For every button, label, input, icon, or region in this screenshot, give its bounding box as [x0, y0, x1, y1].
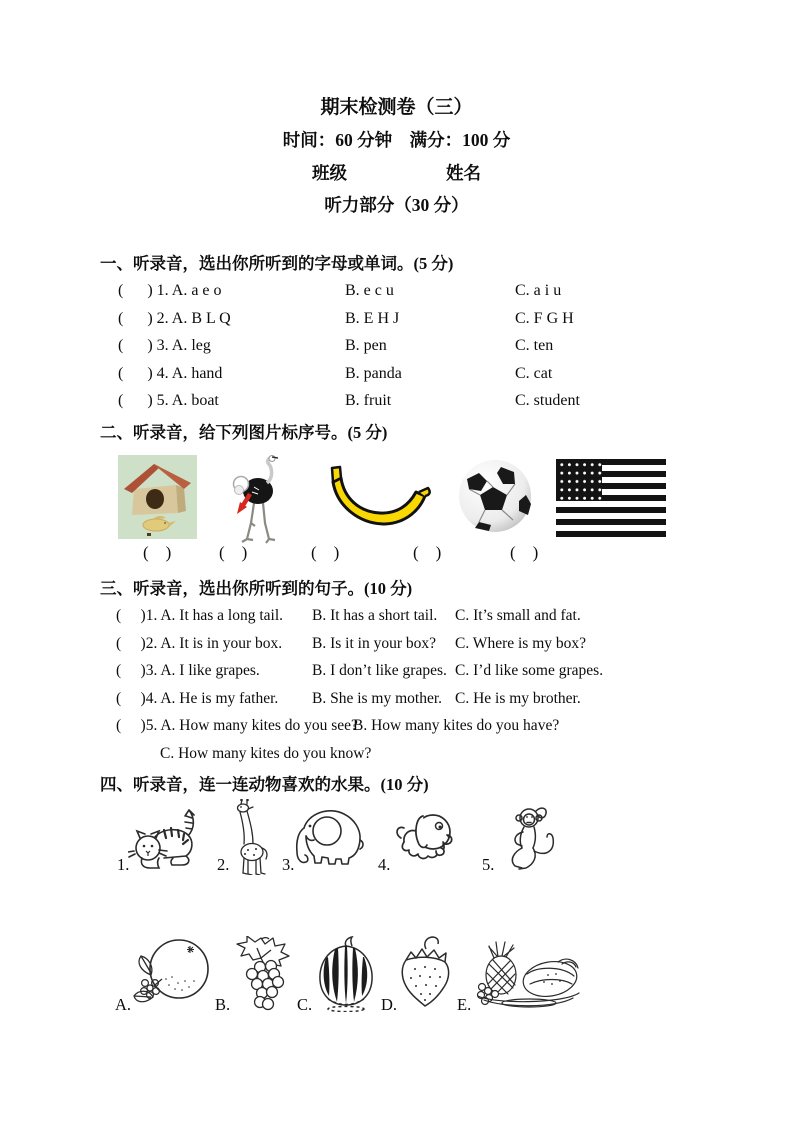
monkey-image	[496, 806, 558, 874]
answer-slot: ( )	[311, 543, 340, 562]
question-row	[118, 332, 718, 360]
option-b: B. I don’t like grapes.	[312, 662, 447, 679]
fruit-plate-image	[472, 938, 584, 1010]
tiger-image	[128, 806, 206, 874]
option-b: B. panda	[345, 364, 402, 382]
number-label: 4.	[378, 855, 391, 874]
section3-rows	[116, 602, 736, 767]
letter-label: C.	[297, 995, 313, 1014]
exam-title: 期末检测卷（三）	[320, 97, 473, 118]
option-a: ( ) 5. A. boat	[118, 392, 219, 409]
american-flag-image	[556, 459, 666, 537]
banana-image	[313, 458, 431, 540]
question-row	[116, 712, 736, 740]
option-a: ( ) 4. A. hand	[118, 364, 223, 382]
listening-part-title: 听力部分（30 分）	[324, 195, 469, 215]
option-c: C. cat	[515, 364, 553, 382]
option-b: B. She is my mother.	[312, 689, 443, 707]
question-row	[116, 685, 736, 713]
option-a: ( ) 1. A. a e o	[118, 282, 222, 299]
answer-slot: ( )	[219, 543, 248, 562]
question-row	[118, 387, 718, 415]
birdhouse-image	[118, 455, 197, 539]
exam-meta: 时间：60 分钟 满分：100 分	[282, 130, 511, 150]
section2-heading: 二、听录音，给下列图片标序号。(5 分)	[100, 423, 388, 442]
option-c: C. ten	[515, 337, 554, 354]
option-b: B. pen	[345, 337, 387, 354]
ostrich-image	[227, 453, 283, 545]
question-row	[118, 360, 718, 388]
question-row	[118, 305, 718, 333]
option-c: C. Where is my box?	[455, 634, 587, 652]
option-c: C. It’s small and fat.	[455, 607, 581, 624]
dog-image	[393, 810, 457, 870]
giraffe-image	[231, 799, 271, 875]
option-b: B. fruit	[345, 392, 392, 409]
option-c: C. He is my brother.	[455, 689, 581, 707]
letter-label: D.	[381, 995, 398, 1014]
watermelon-image	[313, 936, 379, 1012]
option-c: C. I’d like some grapes.	[455, 662, 604, 679]
number-label: 5.	[482, 855, 495, 874]
name-label: 姓名	[446, 163, 481, 183]
option-c: C. student	[515, 392, 580, 409]
question-row	[118, 277, 718, 305]
football-image	[457, 459, 533, 534]
section1-heading: 一、听录音，选出你所听到的字母或单词。(5 分)	[100, 254, 454, 273]
orange-image	[133, 933, 213, 1013]
number-label: 2.	[217, 855, 230, 874]
question-row	[116, 657, 736, 685]
option-a: ( )1. A. It has a long tail.	[116, 607, 284, 624]
option-b: B. Is it in your box?	[312, 634, 436, 652]
letter-label: E.	[457, 995, 472, 1014]
option-a: ( )2. A. It is in your box.	[116, 634, 283, 652]
elephant-image	[294, 804, 364, 870]
flag-stars-canton	[556, 459, 602, 501]
option-c: C. F G H	[515, 309, 574, 327]
number-label: 3.	[282, 855, 295, 874]
question-row	[116, 602, 736, 630]
answer-slot: ( )	[510, 543, 539, 562]
grapes-image	[233, 936, 291, 1014]
letter-label: B.	[215, 995, 231, 1014]
option-c: C. a i u	[515, 282, 562, 299]
question-row	[116, 630, 736, 658]
question-row	[160, 740, 736, 768]
section1-rows	[118, 277, 718, 415]
option-b: B. It has a short tail.	[312, 607, 438, 624]
strawberry-image	[396, 936, 454, 1012]
option-a: ( )3. A. I like grapes.	[116, 662, 260, 679]
option-a: ( )5. A. How many kites do you see?	[116, 717, 358, 734]
option-c: C. How many kites do you know?	[160, 744, 372, 762]
answer-slot: ( )	[413, 543, 442, 562]
option-a: ( )4. A. He is my father.	[116, 689, 279, 707]
number-label: 1.	[117, 855, 130, 874]
option-b: B. How many kites do you have?	[353, 717, 560, 734]
class-label: 班级	[312, 163, 347, 183]
option-b: B. e c u	[345, 282, 394, 299]
option-b: B. E H J	[345, 309, 400, 327]
class-name-row	[0, 160, 793, 185]
option-a: ( ) 3. A. leg	[118, 337, 211, 354]
answer-slot: ( )	[143, 543, 172, 562]
option-a: ( ) 2. A. B L Q	[118, 309, 231, 327]
section3-heading: 三、听录音，选出你所听到的句子。(10 分)	[100, 579, 413, 598]
section4-heading: 四、听录音，连一连动物喜欢的水果。(10 分)	[100, 775, 429, 794]
letter-label: A.	[115, 995, 132, 1014]
